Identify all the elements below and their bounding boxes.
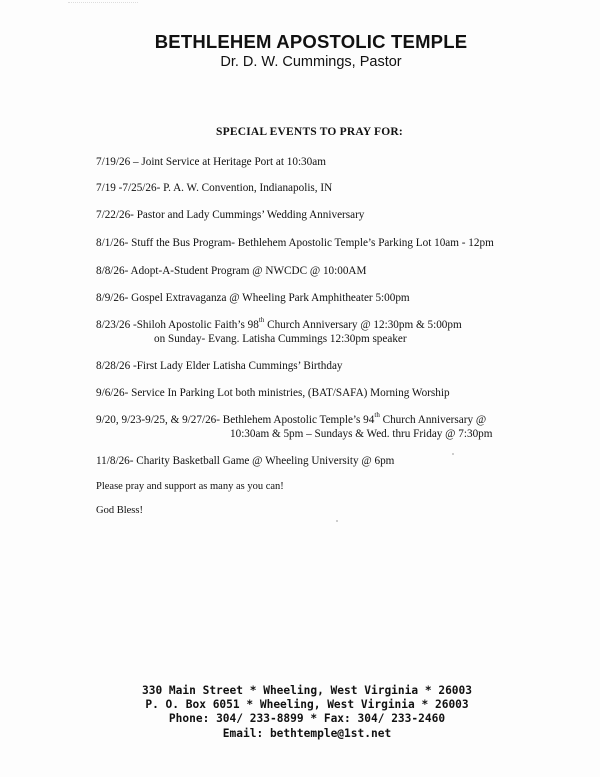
ordinal-suffix: th — [258, 316, 265, 325]
event-text: 7/22/26- Pastor and Lady Cummings’ Wedding Anniversary — [96, 209, 365, 221]
church-name: BETHLEHEM APOSTOLIC TEMPLE — [154, 31, 468, 52]
event-text: 8/9/26- Gospel Extravaganza @ Wheeling Park Amphitheater 5:00pm — [96, 292, 410, 304]
prayer-request: Please pray and support as many as you can! — [96, 481, 284, 492]
blessing: God Bless! — [96, 505, 143, 516]
event-item — [96, 181, 332, 195]
po-box-address: P. O. Box 6051 * Wheeling, West Virginia * 26003 — [145, 698, 469, 712]
event-item — [96, 155, 326, 169]
scan-speck — [336, 520, 338, 522]
scan-artifact — [68, 2, 138, 11]
event-text: Church Anniversary @ — [379, 414, 487, 426]
event-item — [96, 264, 366, 278]
pastor-name: Dr. D. W. Cummings, Pastor — [220, 54, 402, 70]
scan-speck — [452, 453, 454, 455]
event-item — [96, 359, 343, 373]
email-address: Email: bethtemple@1st.net — [222, 726, 392, 740]
event-text: 8/1/26- Stuff the Bus Program- Bethlehem Apostolic Temple’s Parking Lot 10am - 12pm — [96, 237, 494, 249]
event-text: 9/20, 9/23-9/25, & 9/27/26- Bethlehem Apostolic Temple’s 94 — [96, 414, 375, 426]
street-address: 330 Main Street * Wheeling, West Virginia * 26003 — [141, 684, 473, 697]
event-text: 8/23/26 -Shiloh Apostolic Faith’s 98 — [96, 319, 259, 331]
ordinal-suffix: th — [374, 411, 380, 420]
event-item — [96, 208, 364, 222]
event-text: Church Anniversary @ 12:30pm & 5:00pm — [264, 319, 462, 331]
event-item — [96, 386, 450, 400]
event-continuation: on Sunday- Evang. Latisha Cummings 12:30pm speaker — [154, 333, 407, 345]
event-item — [96, 318, 462, 346]
letterhead-header — [0, 31, 600, 71]
contact-footer — [0, 684, 600, 741]
event-text: 7/19/26 – Joint Service at Heritage Port at 10:30am — [96, 156, 326, 168]
event-item — [96, 413, 492, 441]
event-continuation: 10:30am & 5pm – Sundays & Wed. thru Friday @ 7:30pm — [230, 428, 493, 440]
phone-fax: Phone: 304/ 233-8899 * Fax: 304/ 233-2460 — [168, 712, 446, 726]
event-item — [96, 454, 394, 468]
event-item — [96, 291, 410, 305]
event-text: 8/28/26 -First Lady Elder Latisha Cummings’ Birthday — [96, 360, 343, 372]
event-text: 11/8/26- Charity Basketball Game @ Wheeling University @ 6pm — [96, 455, 395, 467]
event-text: 9/6/26- Service In Parking Lot both ministries, (BAT/SAFA) Morning Worship — [96, 387, 450, 399]
event-text: 7/19 -7/25/26- P. A. W. Convention, Indianapolis, IN — [96, 182, 333, 194]
event-text: 8/8/26- Adopt-A-Student Program @ NWCDC @ 10:00AM — [96, 265, 367, 277]
event-item — [96, 236, 494, 250]
section-title: SPECIAL EVENTS TO PRAY FOR: — [216, 126, 403, 138]
